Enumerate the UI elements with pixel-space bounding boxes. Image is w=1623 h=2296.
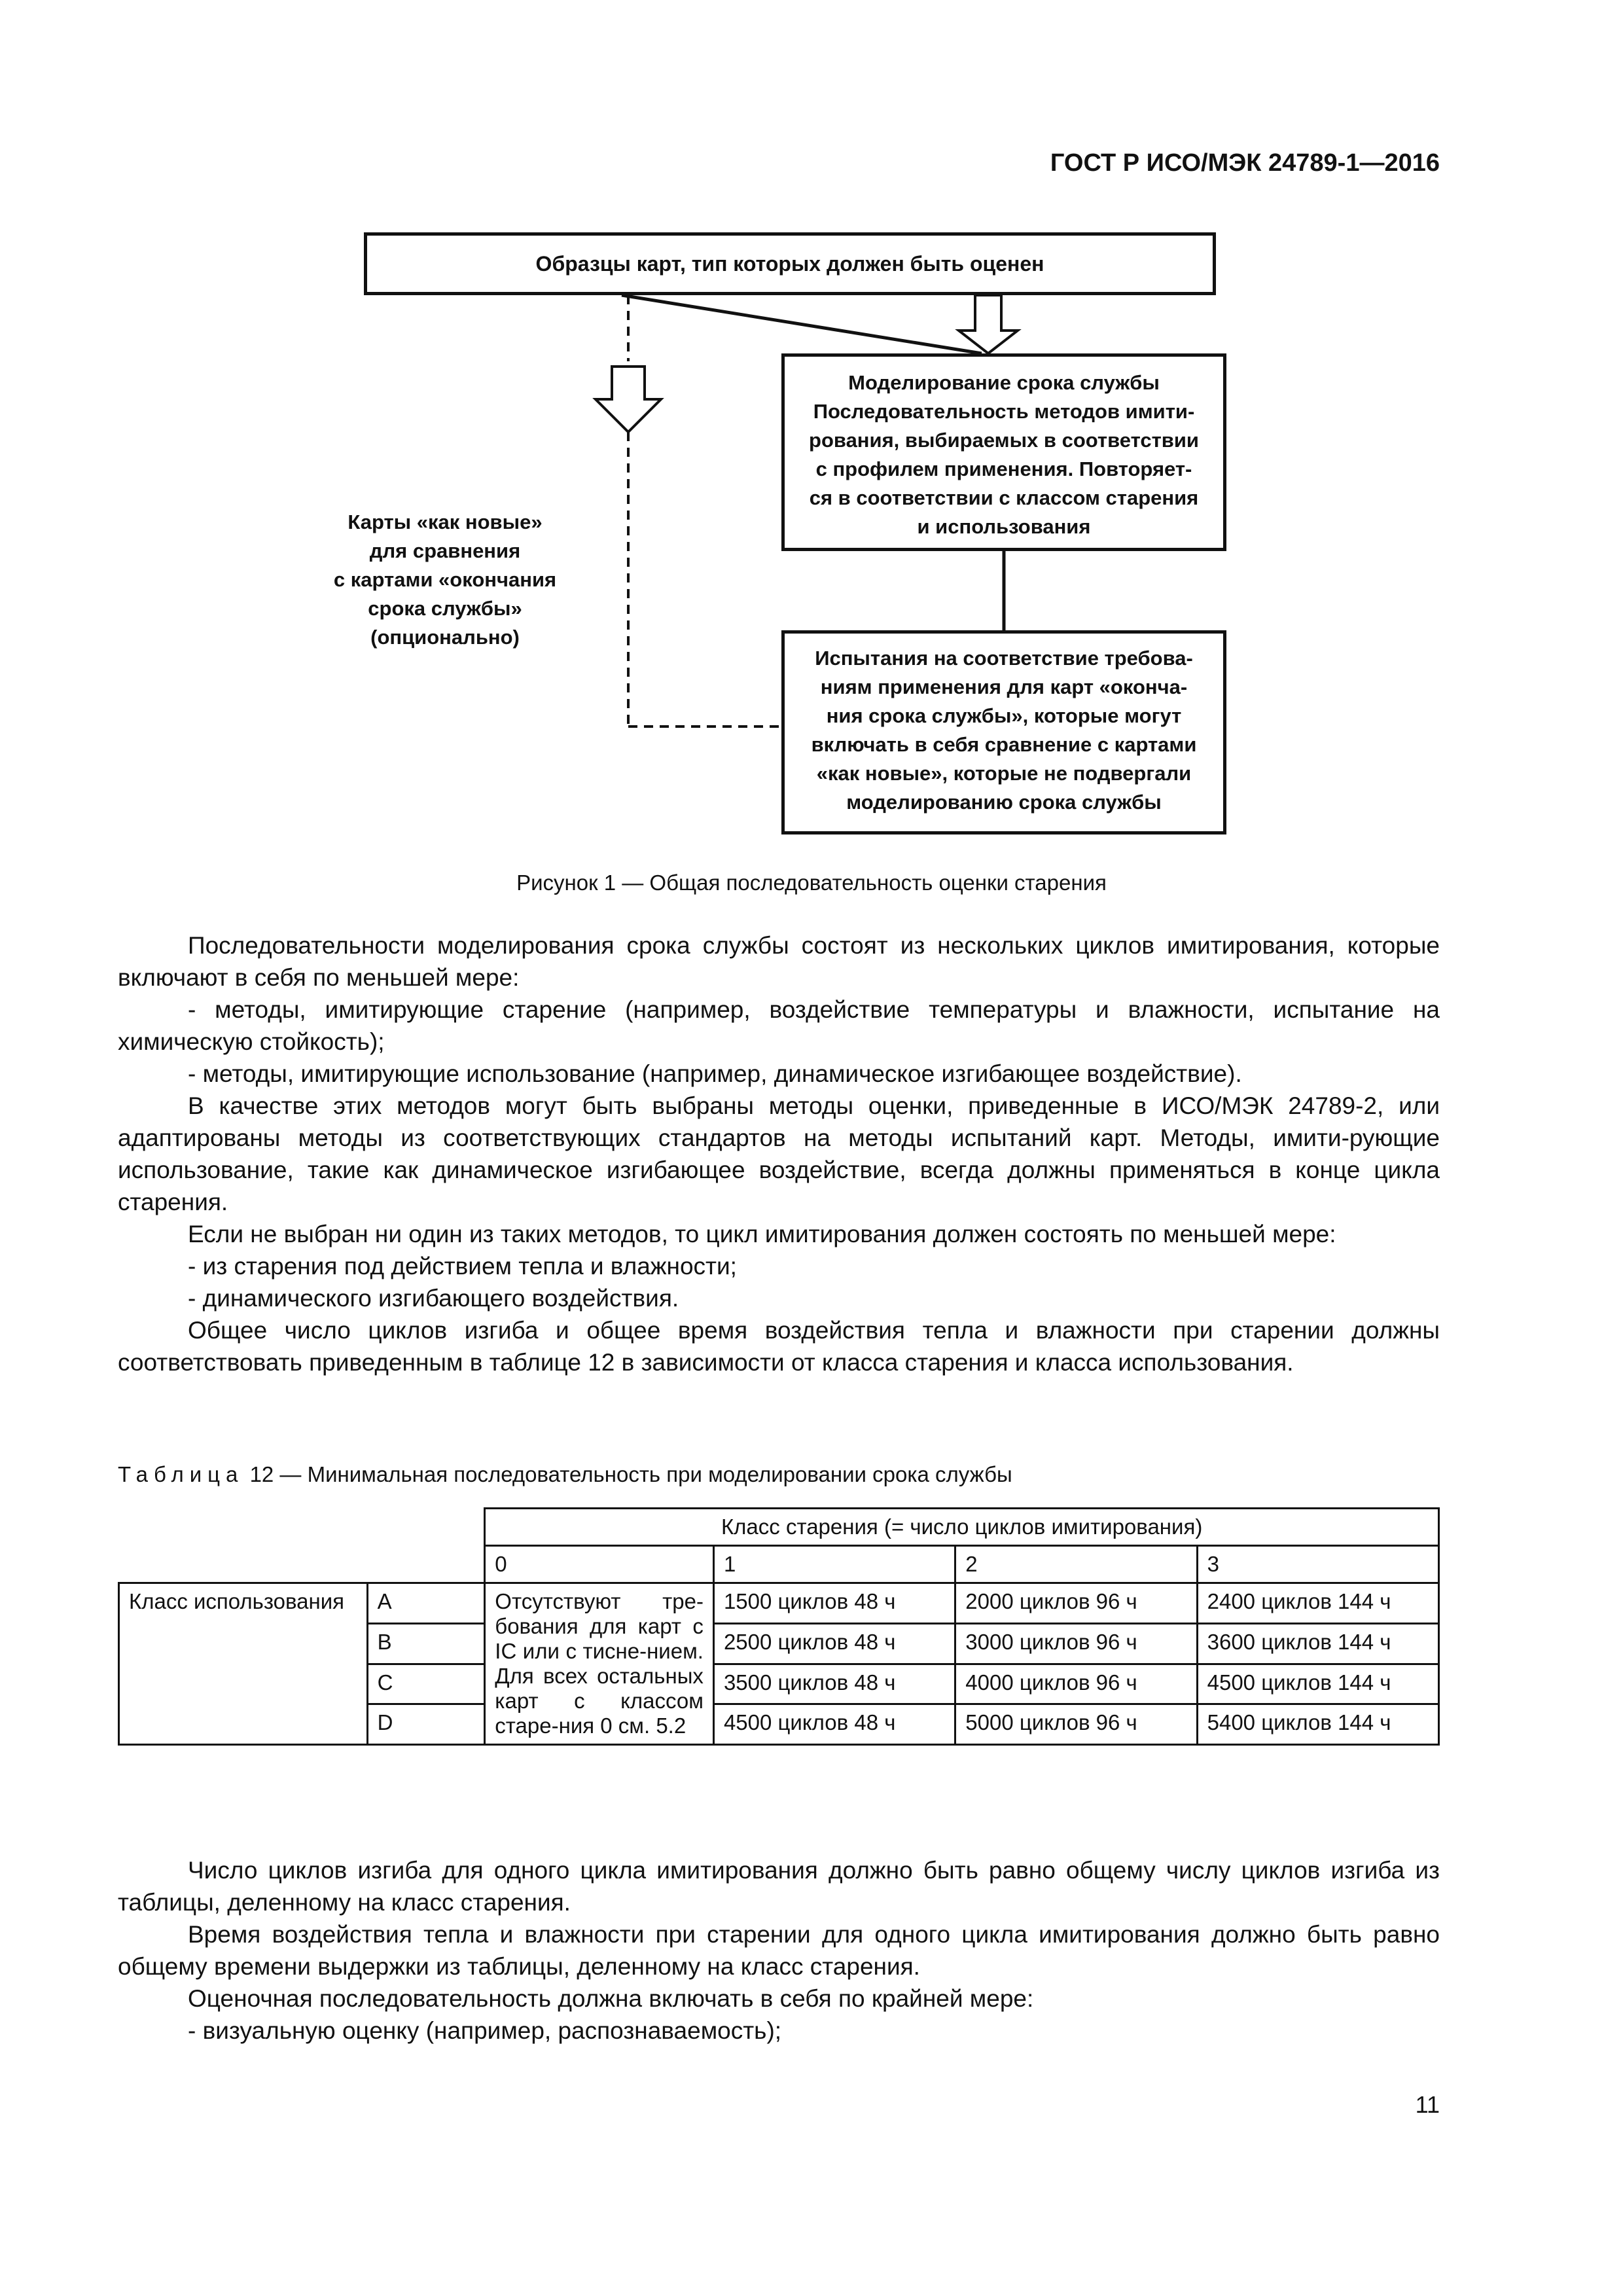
paragraph: - динамического изгибающего воздействия. — [188, 1285, 679, 1312]
aging-class-cell: 2 — [955, 1546, 1197, 1583]
paragraph: Оценочная последовательность должна включать в себя по крайней мере: — [188, 1985, 1034, 2012]
table-cell: 5000 циклов 96 ч — [955, 1704, 1197, 1745]
side-note-line: с картами «окончания — [333, 568, 557, 591]
usage-class-cell: A — [367, 1583, 485, 1624]
aging-class-header: Класс старения (= число циклов имитирования) — [485, 1509, 1439, 1546]
flow-box-testing-line: моделированию срока службы — [846, 791, 1162, 814]
table-cell: 2400 циклов 144 ч — [1197, 1583, 1438, 1624]
side-note-line: для сравнения — [369, 539, 521, 562]
flow-side-note — [314, 508, 576, 652]
side-note-line: Карты «как новые» — [348, 511, 543, 533]
flow-box-testing-line: «как новые», которые не подвергали — [816, 762, 1192, 785]
table-empty-corner — [119, 1509, 485, 1583]
flow-box-simulation-title: Моделирование срока службы — [848, 371, 1160, 394]
aging-class-cell: 3 — [1197, 1546, 1438, 1583]
usage-class-cell: D — [367, 1704, 485, 1745]
paragraph: - методы, имитирующие старение (например, воздействие температуры и влажности, испытание на химическую стойкость); — [118, 996, 1440, 1055]
table-header-row — [119, 1509, 1439, 1546]
text-block-1 — [118, 929, 1440, 1378]
table-cell: 4000 циклов 96 ч — [955, 1664, 1197, 1704]
flow-box-testing-line: ниям применения для карт «оконча- — [820, 675, 1188, 698]
flow-box-testing-line: ния срока службы», которые могут — [826, 704, 1182, 727]
table-cell: 3000 циклов 96 ч — [955, 1623, 1197, 1664]
paragraph: Время воздействия тепла и влажности при старении для одного цикла имитирования должно быть равно общему времени выдержки из таблицы, деленному на класс старения. — [118, 1921, 1440, 1980]
flow-box-testing-line: включать в себя сравнение с картами — [811, 733, 1197, 756]
table-caption-word: Таблица — [118, 1462, 244, 1486]
table-cell: 1500 циклов 48 ч — [713, 1583, 955, 1624]
table-cell: 5400 циклов 144 ч — [1197, 1704, 1438, 1745]
arrow-down-icon — [959, 295, 1018, 353]
paragraph: Общее число циклов изгиба и общее время воздействия тепла и влажности при старении должны соответствовать приведенным в таблице 12 в зависимости от класса старения и класса использования. — [118, 1317, 1440, 1376]
table-cell: 2000 циклов 96 ч — [955, 1583, 1197, 1624]
flow-box-simulation — [781, 353, 1226, 551]
table-12 — [118, 1507, 1440, 1746]
paragraph: Если не выбран ни один из таких методов, то цикл имитирования должен состоять по меньшей мере: — [188, 1221, 1336, 1247]
flow-box-simulation-line: Последовательность методов имити- — [813, 400, 1195, 423]
arrow-down-icon — [596, 367, 661, 432]
table-cell: 4500 циклов 48 ч — [713, 1704, 955, 1745]
side-note-line: (опционально) — [370, 626, 520, 649]
flow-box-testing — [781, 630, 1226, 834]
aging-class-cell: 1 — [713, 1546, 955, 1583]
flow-box-testing-line: Испытания на соответствие требова- — [815, 647, 1193, 670]
paragraph: - методы, имитирующие использование (например, динамическое изгибающее воздействие). — [188, 1060, 1242, 1087]
paragraph: - визуальную оценку (например, распознаваемость); — [188, 2017, 782, 2044]
flow-box-simulation-line: с профилем применения. Повторяет- — [815, 457, 1192, 480]
table-row — [119, 1583, 1439, 1624]
flow-box-simulation-line: рования, выбираемых в соответствии — [809, 429, 1199, 452]
page-number: 11 — [1415, 2091, 1440, 2118]
table-caption-text: 12 — Минимальная последовательность при моделировании срока службы — [249, 1462, 1012, 1486]
text-block-2 — [118, 1854, 1440, 2047]
table-cell: 3600 циклов 144 ч — [1197, 1623, 1438, 1664]
usage-class-cell: B — [367, 1623, 485, 1664]
table-cell: 4500 циклов 144 ч — [1197, 1664, 1438, 1704]
table-cell: 2500 циклов 48 ч — [713, 1623, 955, 1664]
paragraph: - из старения под действием тепла и влажности; — [188, 1253, 737, 1280]
flow-box-simulation-line: и использования — [917, 515, 1091, 538]
table-cell: 3500 циклов 48 ч — [713, 1664, 955, 1704]
paragraph: Последовательности моделирования срока службы состоят из нескольких циклов имитирования, которые включают в себя по меньшей мере: — [118, 932, 1440, 991]
aging-class-cell: 0 — [485, 1546, 714, 1583]
usage-class-cell: C — [367, 1664, 485, 1704]
class0-note: Отсутствуют тре-бования для карт с IC или с тисне-нием. Для всех остальных карт с классом старе-ния 0 см. 5.2 — [485, 1583, 714, 1745]
usage-class-label: Класс использования — [119, 1583, 368, 1745]
paragraph: В качестве этих методов могут быть выбраны методы оценки, приведенные в ИСО/МЭК 24789-2, или адаптированы методы из соответствующих стандартов на методы испытаний карт. Методы, имити-рующие использование, такие как динамическое изгибающее воздействие, всегда должны применяться в конце цикла старения. — [118, 1092, 1440, 1215]
document-header: ГОСТ Р ИСО/МЭК 24789-1—2016 — [1050, 149, 1440, 177]
flow-box-simulation-line: ся в соответствии с классом старения — [809, 486, 1199, 509]
paragraph: Число циклов изгиба для одного цикла имитирования должно быть равно общему числу циклов изгиба из таблицы, деленному на класс старения. — [118, 1857, 1440, 1916]
flow-box-samples: Образцы карт, тип которых должен быть оценен — [364, 232, 1216, 295]
diagonal-connector — [622, 295, 982, 353]
figure-caption: Рисунок 1 — Общая последовательность оценки старения — [516, 870, 1107, 895]
side-note-line: срока службы» — [368, 597, 522, 620]
table-caption — [118, 1462, 1012, 1487]
